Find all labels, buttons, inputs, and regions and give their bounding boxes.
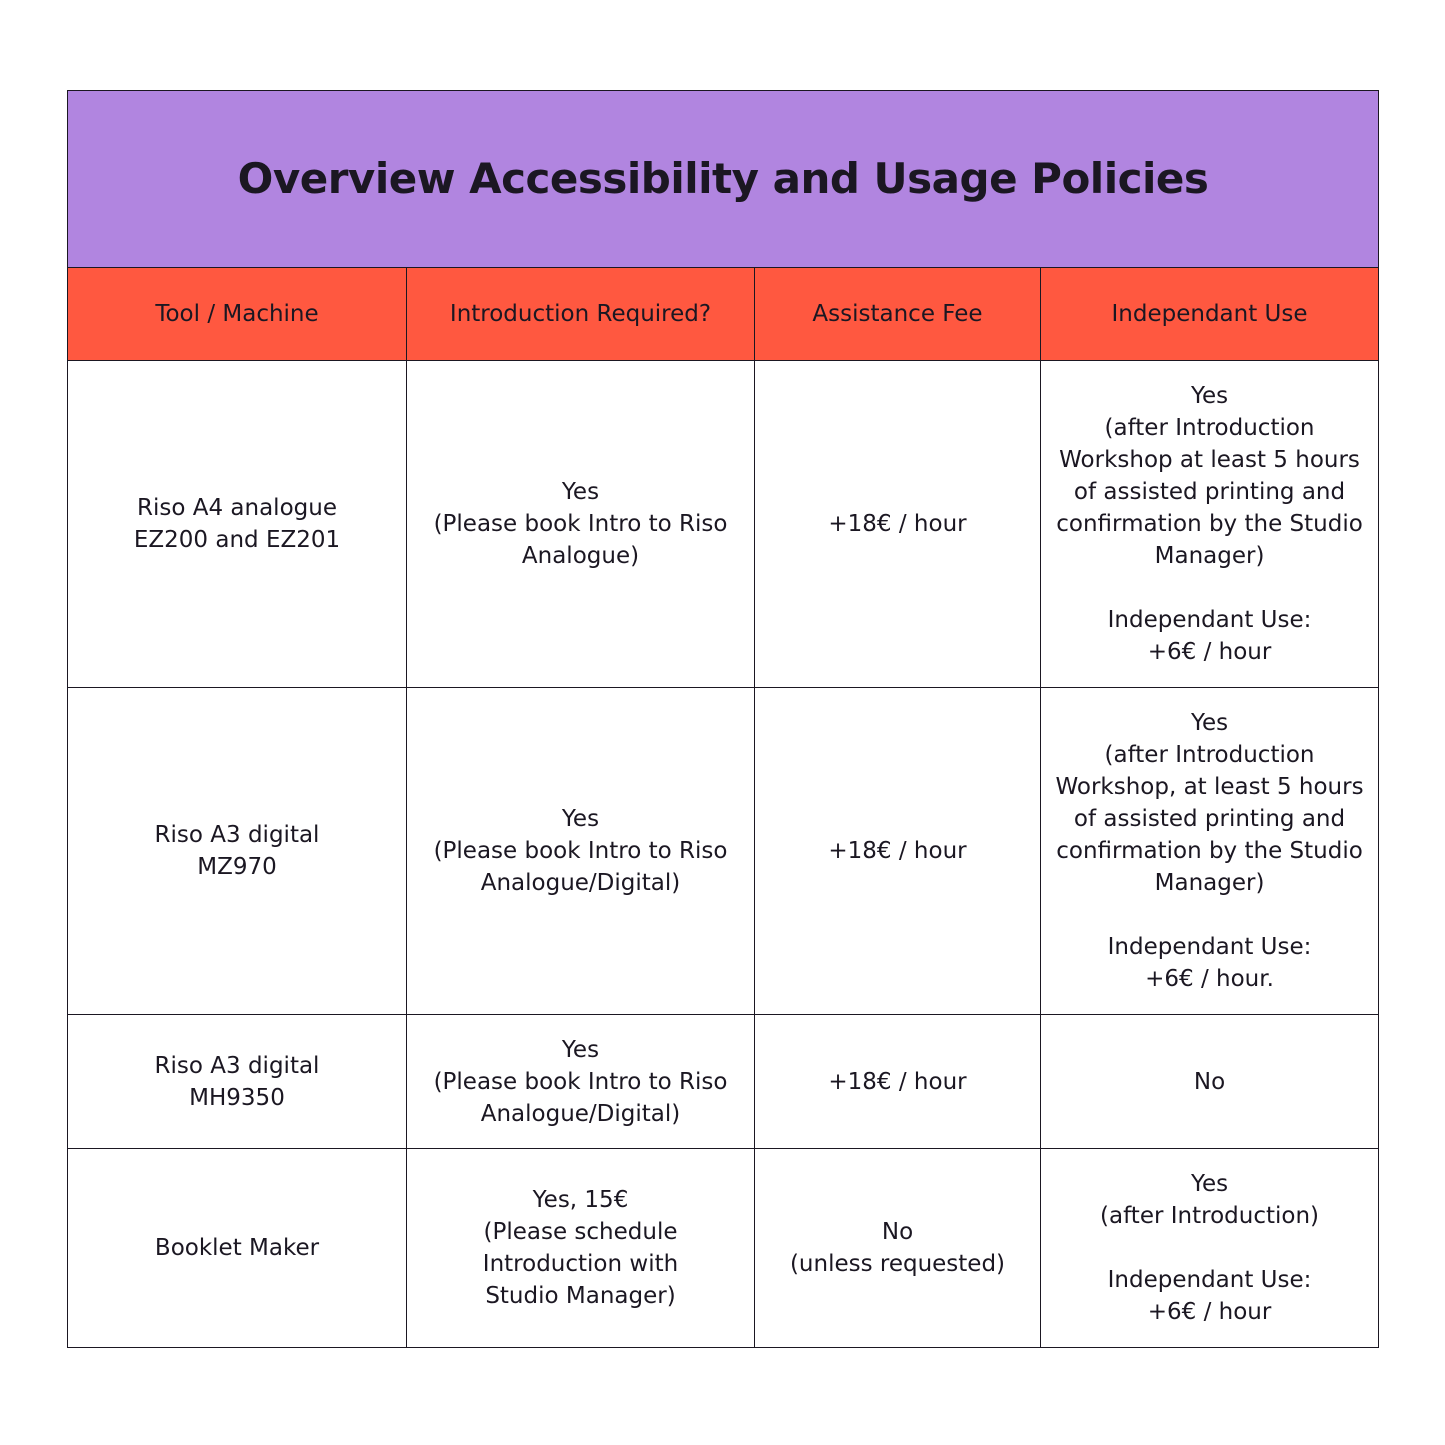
independent-use-cell: Yes (after Introduction) Independant Use: +6€ / hour (1041, 1149, 1379, 1348)
introduction-cell: Yes, 15€ (Please schedule Introduction with Studio Manager) (407, 1149, 755, 1348)
column-header-introduction: Introduction Required? (407, 268, 755, 361)
tool-cell: Riso A4 analogue EZ200 and EZ201 (68, 361, 407, 688)
fee-cell: +18€ / hour (755, 688, 1041, 1015)
title-row (68, 91, 1379, 268)
independent-use-cell: Yes (after Introduction Workshop, at least 5 hours of assisted printing and confirmation by the Studio Manager) Independant Use: +6€ / hour. (1041, 688, 1379, 1015)
tool-cell: Riso A3 digital MH9350 (68, 1015, 407, 1149)
fee-cell: +18€ / hour (755, 1015, 1041, 1149)
tool-cell: Riso A3 digital MZ970 (68, 688, 407, 1015)
policy-table (67, 90, 1379, 1348)
column-header-fee: Assistance Fee (755, 268, 1041, 361)
independent-use-cell: Yes (after Introduction Workshop at least 5 hours of assisted printing and confirmation by the Studio Manager) Independant Use: +6€ / hour (1041, 361, 1379, 688)
fee-cell: +18€ / hour (755, 361, 1041, 688)
table-row (68, 1149, 1379, 1348)
table-row (68, 361, 1379, 688)
introduction-cell: Yes (Please book Intro to Riso Analogue/Digital) (407, 688, 755, 1015)
header-row (68, 268, 1379, 361)
introduction-cell: Yes (Please book Intro to Riso Analogue/Digital) (407, 1015, 755, 1149)
table-title: Overview Accessibility and Usage Policies (68, 91, 1379, 268)
table-row (68, 1015, 1379, 1149)
column-header-tool: Tool / Machine (68, 268, 407, 361)
independent-use-cell: No (1041, 1015, 1379, 1149)
introduction-cell: Yes (Please book Intro to Riso Analogue) (407, 361, 755, 688)
table-row (68, 688, 1379, 1015)
fee-cell: No (unless requested) (755, 1149, 1041, 1348)
column-header-independent-use: Independant Use (1041, 268, 1379, 361)
tool-cell: Booklet Maker (68, 1149, 407, 1348)
